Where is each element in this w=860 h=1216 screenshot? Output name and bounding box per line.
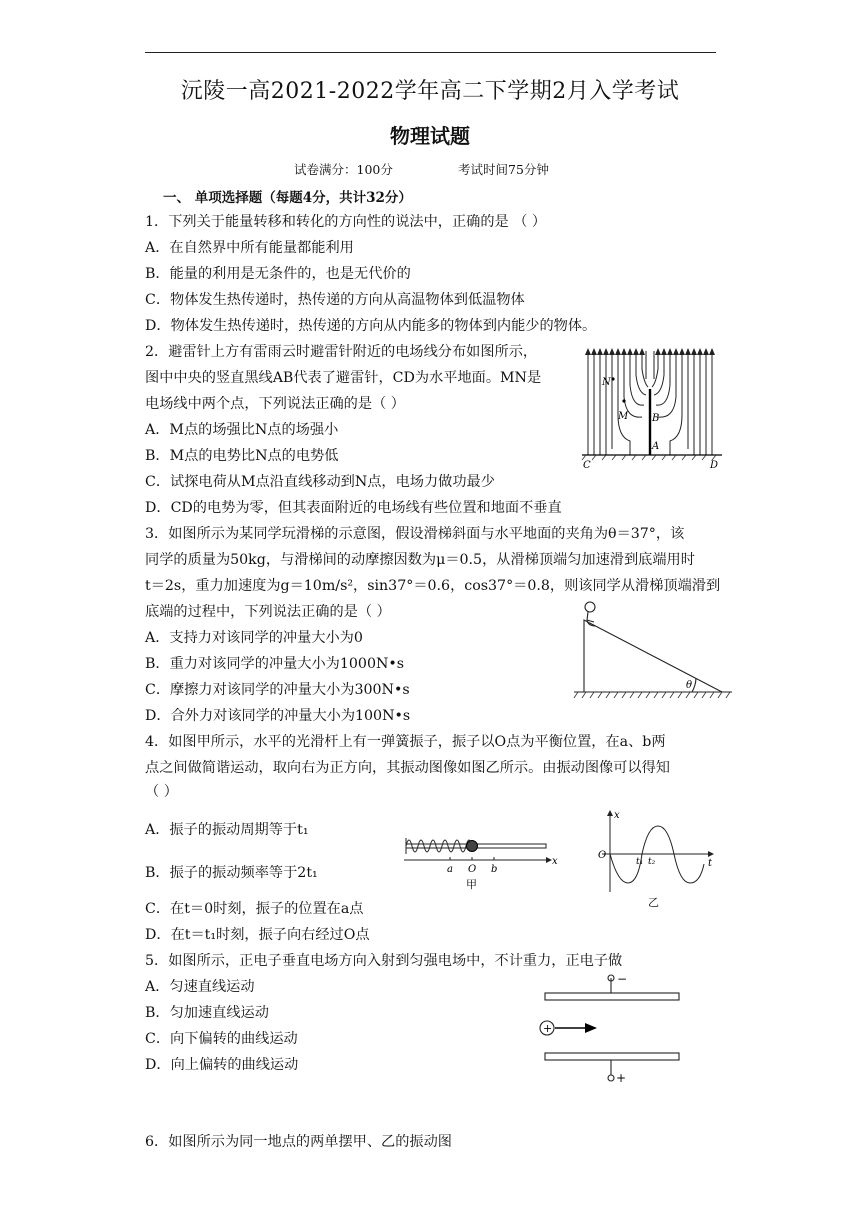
q2-stem-1: 2．避雷针上方有雷雨云时避雷针附近的电场线分布如图所示， <box>145 344 538 360</box>
q4-option-b: B．振子的振动频率等于2t₁ <box>145 865 318 881</box>
plus-sign: + <box>616 1071 627 1085</box>
spring-oscillator-figure-jia <box>400 830 560 892</box>
point-n-dot <box>611 377 614 380</box>
point-m-dot <box>622 399 625 402</box>
yi-label-t: t <box>708 858 713 869</box>
label-m: M <box>618 411 629 422</box>
oscillator-ball <box>467 841 478 852</box>
caption-jia: 甲 <box>466 878 477 891</box>
q3-option-c: C．摩擦力对该同学的冲量大小为300N•s <box>145 682 410 698</box>
q4-option-a: A．振子的振动周期等于t₁ <box>145 822 309 838</box>
electric-field-figure <box>535 970 685 1088</box>
q2-stem-3: 电场线中两个点，下列说法正确的是（ ） <box>145 396 405 412</box>
q5-option-b: B．匀加速直线运动 <box>145 1005 269 1021</box>
q3-stem-2: 同学的质量为50kg，与滑梯间的动摩擦因数为μ＝0.5，从滑梯顶端匀加速滑到底端用时 <box>145 552 695 568</box>
page-subtitle: 物理试题 <box>390 124 470 148</box>
theta-label: θ <box>686 680 693 691</box>
q2-option-d: D．CD的电势为零，但其表面附近的电场线有些位置和地面不垂直 <box>145 500 562 516</box>
q2-stem-2: 图中中央的竖直黑线AB代表了避雷针，CD为水平地面。MN是 <box>145 370 542 386</box>
q4-stem-1: 4．如图甲所示，水平的光滑杆上有一弹簧振子，振子以O点为平衡位置，在a、b两 <box>145 734 666 750</box>
positron-charge: + <box>543 1022 553 1035</box>
q1-option-b: B．能量的利用是无条件的，也是无代价的 <box>145 266 411 282</box>
q4-stem-2: 点之间做简谐运动，取向右为正方向，其振动图像如图乙所示。由振动图像可以得知 <box>145 760 670 776</box>
q4-option-d: D．在t＝t₁时刻，振子向右经过O点 <box>145 927 370 943</box>
yi-label-o: O <box>598 850 607 861</box>
q5-option-d: D．向上偏转的曲线运动 <box>145 1057 299 1073</box>
label-x-axis: x <box>552 856 558 867</box>
q5-option-c: C．向下偏转的曲线运动 <box>145 1031 298 1047</box>
q3-option-a: A．支持力对该同学的冲量大小为0 <box>145 630 363 646</box>
minus-sign: − <box>617 972 628 986</box>
q1-option-c: C．物体发生热传递时，热传递的方向从高温物体到低温物体 <box>145 292 525 308</box>
full-score: 试卷满分：100分 <box>294 162 393 177</box>
q5-stem: 5．如图所示，正电子垂直电场方向入射到匀强电场中，不计重力，正电子做 <box>145 953 623 969</box>
q3-stem-4: 底端的过程中，下列说法正确的是（ ） <box>145 604 391 620</box>
exam-time: 考试时间75分钟 <box>458 162 549 177</box>
top-rule <box>145 52 716 53</box>
yi-label-x: x <box>614 810 620 821</box>
q5-option-a: A．匀速直线运动 <box>145 979 255 995</box>
label-b: b <box>491 864 498 875</box>
q4-stem-3: （ ） <box>145 784 178 800</box>
q2-option-c: C．试探电荷从M点沿直线移动到N点，电场力做功最少 <box>145 474 495 490</box>
q3-stem-3: t＝2s，重力加速度为g＝10m/s²，sin37°＝0.6，cos37°＝0.8，则该同学从滑梯顶端滑到 <box>145 578 721 594</box>
q3-stem-1: 3．如图所示为某同学玩滑梯的示意图，假设滑梯斜面与水平地面的夹角为θ＝37°，该 <box>145 526 685 542</box>
q1-option-a: A．在自然界中所有能量都能利用 <box>145 240 354 256</box>
label-b: B <box>652 413 660 424</box>
label-a: a <box>447 864 453 875</box>
page-title: 沅陵一高2021-2022学年高二下学期2月入学考试 <box>180 79 680 104</box>
q3-option-b: B．重力对该同学的冲量大小为1000N•s <box>145 656 405 672</box>
section-heading: 一、 单项选择题（每题4分，共计32分） <box>163 190 412 206</box>
vibration-graph-yi <box>590 808 720 896</box>
label-c: C <box>583 460 591 471</box>
q1-option-d: D．物体发生热传递时，热传递的方向从内能多的物体到内能少的物体。 <box>145 318 597 334</box>
label-d: D <box>710 460 719 471</box>
label-a: A <box>652 441 660 452</box>
q2-option-a: A．M点的场强比N点的场强小 <box>145 422 339 438</box>
q2-option-b: B．M点的电势比N点的电势低 <box>145 448 339 464</box>
label-n: N <box>602 377 611 388</box>
q6-stem: 6．如图所示为同一地点的两单摆甲、乙的振动图 <box>145 1134 452 1150</box>
caption-yi: 乙 <box>648 896 659 909</box>
q1-stem: 1．下列关于能量转移和转化的方向性的说法中，正确的是 （ ） <box>145 214 547 230</box>
slide-figure <box>570 598 735 706</box>
yi-label-t1: t₁ <box>636 857 644 867</box>
yi-label-t2: t₂ <box>648 857 656 867</box>
lightning-rod-field-figure <box>580 345 725 471</box>
q3-option-d: D．合外力对该同学的冲量大小为100N•s <box>145 708 411 724</box>
q4-option-c: C．在t＝0时刻，振子的位置在a点 <box>145 901 364 917</box>
label-o: O <box>468 864 477 875</box>
